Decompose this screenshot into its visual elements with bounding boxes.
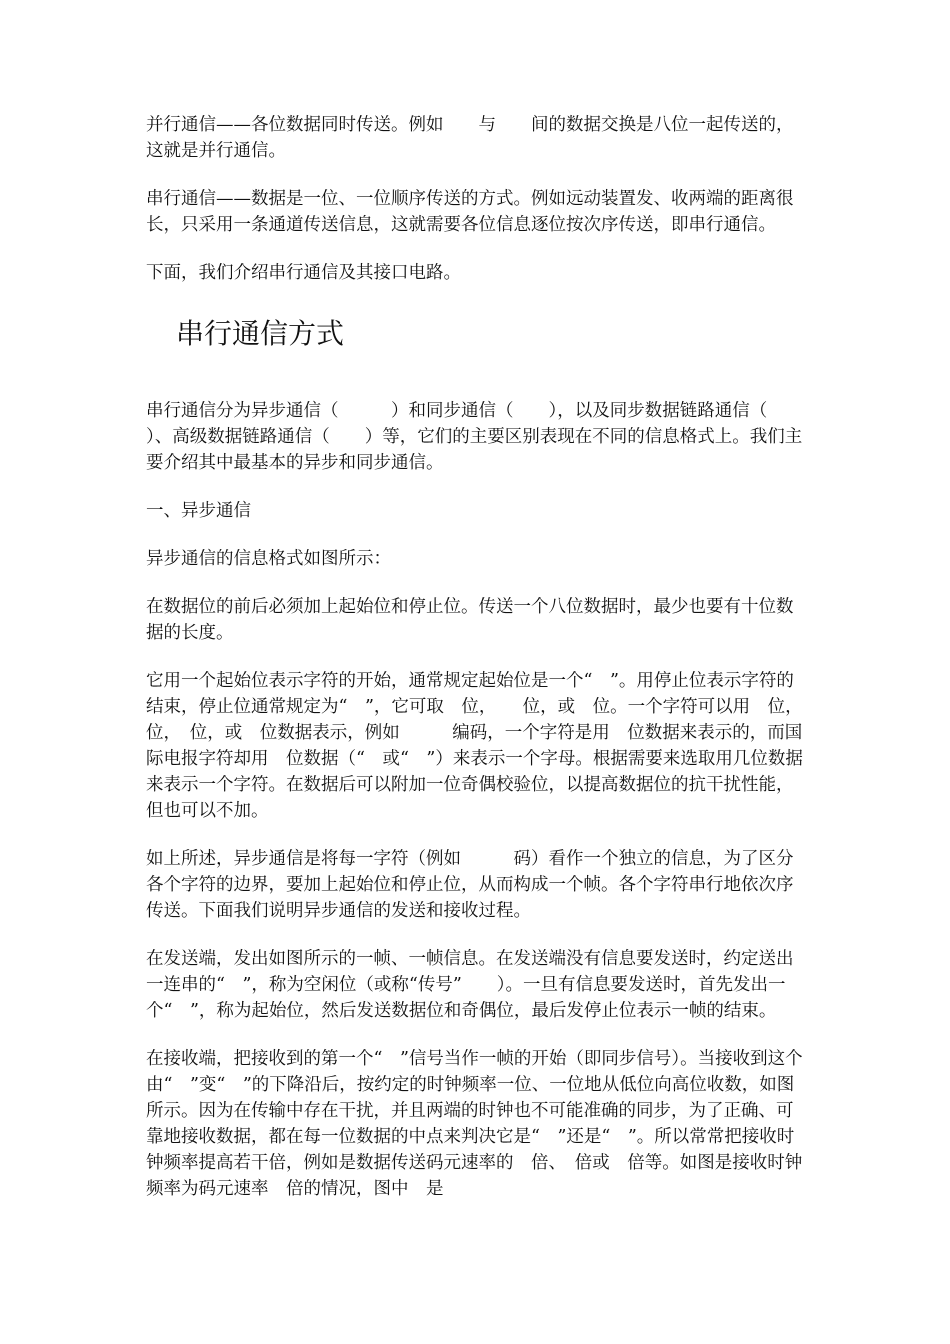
paragraph-async-format: 异步通信的信息格式如图所示： (146, 549, 391, 569)
section-heading-wrapper (146, 308, 810, 354)
paragraph-parallel-communication: 并行通信——各位数据同时传送。例如 与 间的数据交换是八位一起传送的，这就是并行通信。 (146, 115, 794, 161)
subheading-async-communication: 一、异步通信 (146, 501, 251, 521)
paragraph-character-encoding: 它用一个起始位表示字符的开始，通常规定起始位是一个“ ”。用停止位表示字符的结束，停止位通常规定为“ ”，它可取 位， 位，或 位。一个字符可以用 位， 位， 位，或 位数据表示，例如 编码，一个字符是用 位数据来表示的，而国际电报字符却用 位数据（“ 或“ ”）来表示一个字母。根据需要来选取用几位数据来表示一个字符。在数据后可以附加一位奇偶校验位，以提高数据位的抗干扰性能，但也可以不加。 (146, 671, 812, 821)
paragraph-serial-types: 串行通信分为异步通信（ ）和同步通信（ ），以及同步数据链路通信（ ）、高级数据链路通信（ ）等，它们的主要区别表现在不同的信息格式上。我们主要介绍其中最基本的异步和同步通信。 (146, 401, 803, 473)
paragraph-receiving-process: 在接收端，把接收到的第一个“ ”信号当作一帧的开始（即同步信号）。当接收到这个由“ ”变“ ”的下降沿后，按约定的时钟频率一位、一位地从低位向高位收数，如图所示。因为在传输中存在干扰，并且两端的时钟也不可能准确的同步，为了正确、可靠地接收数据，都在每一位数据的中点来判决它是“ ”还是“ ”。所以常常把接收时钟频率提高若干倍，例如是数据传送码元速率的 倍、 倍或 倍等。如图是接收时钟频率为码元速率 倍的情况，图中 是 (146, 1049, 803, 1199)
paragraph-start-stop-bits: 在数据位的前后必须加上起始位和停止位。传送一个八位数据时，最少也要有十位数据的长度。 (146, 597, 794, 643)
paragraph-frame-structure: 如上所述，异步通信是将每一字符（例如 码）看作一个独立的信息，为了区分各个字符的边界，要加上起始位和停止位，从而构成一个帧。各个字符串行地依次序传送。下面我们说明异步通信的发送和接收过程。 (146, 849, 794, 921)
paragraph-serial-communication: 串行通信——数据是一位、一位顺序传送的方式。例如远动装置发、收两端的距离很长，只采用一条通道传送信息，这就需要各位信息逐位按次序传送，即串行通信。 (146, 189, 794, 235)
document-page (146, 112, 810, 1224)
section-title: 串行通信方式 (176, 317, 345, 350)
paragraph-sending-process: 在发送端，发出如图所示的一帧、一帧信息。在发送端没有信息要发送时，约定送出一连串的“ ”，称为空闲位（或称“传号” ）。一旦有信息要发送时，首先发出一个“ ”，称为起始位，然后发送数据位和奇偶位，最后发停止位表示一帧的结束。 (146, 949, 794, 1021)
paragraph-introduction: 下面，我们介绍串行通信及其接口电路。 (146, 263, 461, 283)
